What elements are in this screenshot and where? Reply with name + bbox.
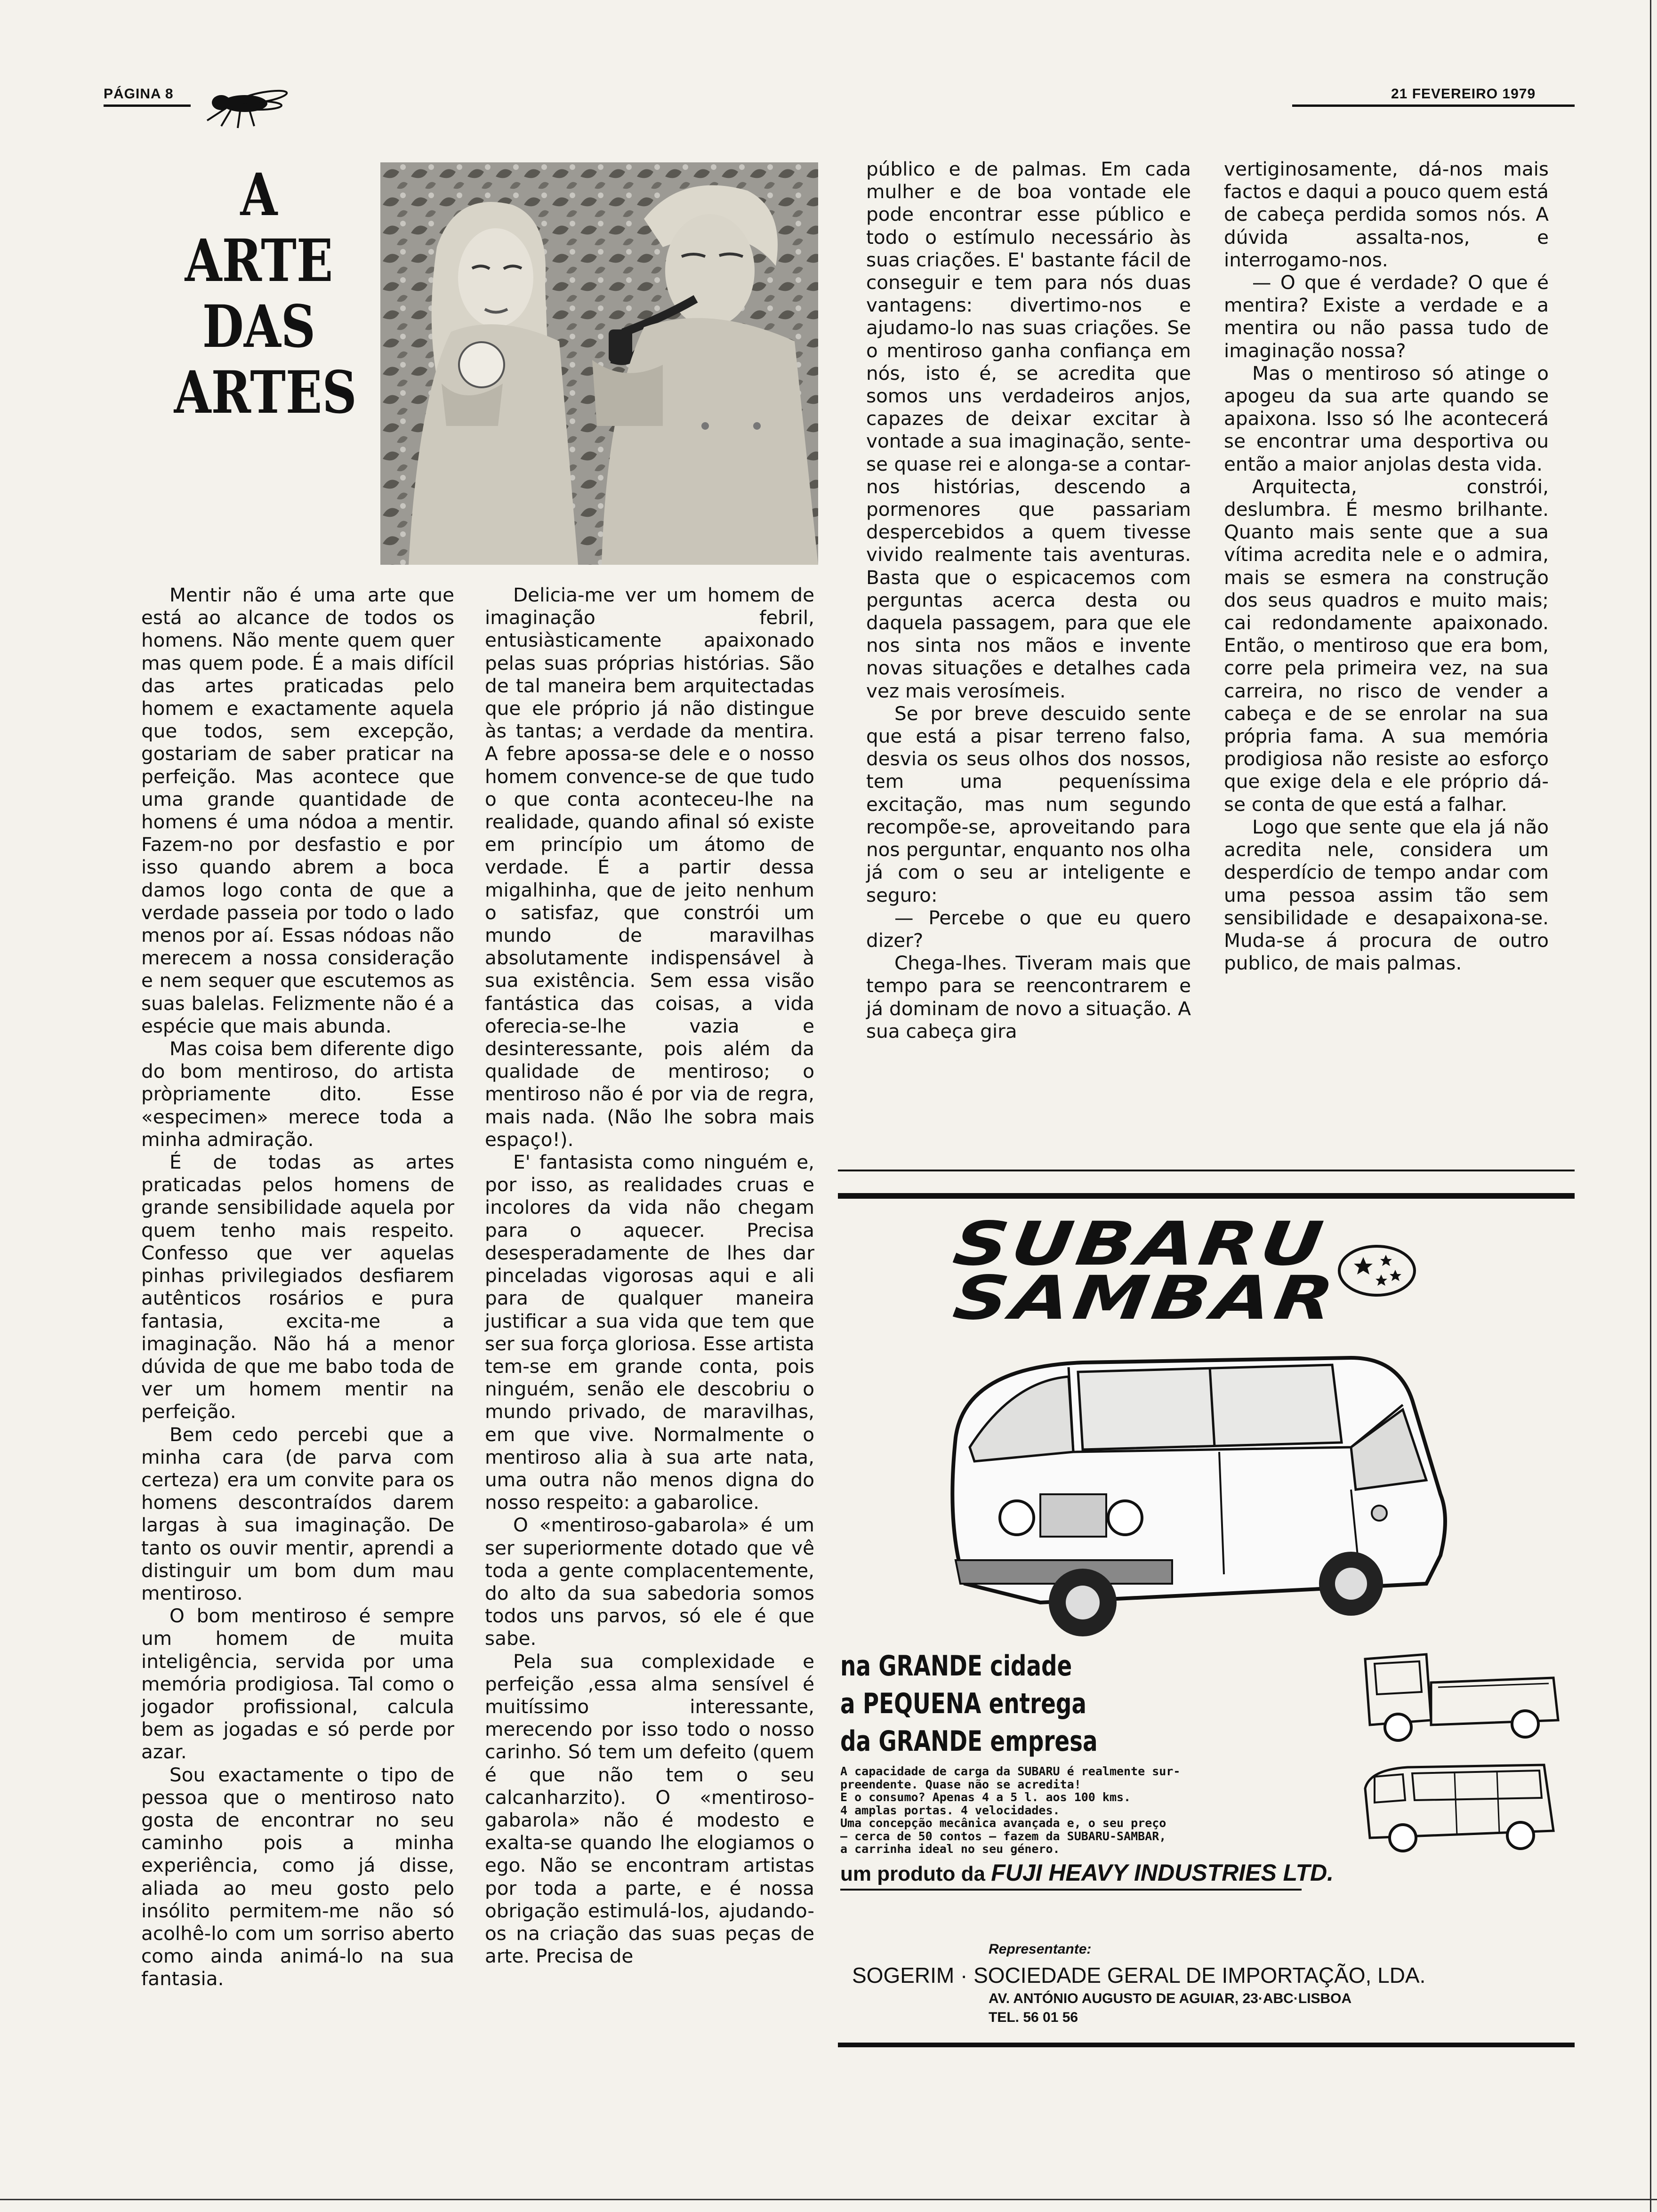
maker-underline xyxy=(840,1889,1302,1891)
maker-name: FUJI HEAVY INDUSTRIES LTD. xyxy=(991,1859,1334,1886)
spec-line: E o consumo? Apenas 4 a 5 l. aos 100 kms. xyxy=(840,1790,1131,1804)
paragraph: Arquitecta, constrói, deslumbra. É mesmo brilhante. Quanto mais sente que a sua vítima acredita nele e o admira, mais se esmera na construção dos seus quadros e muito mais; cai redondamente apaixonado. Então, o mentiroso que era bom, corre pela primeira vez, na sua carreira, no risco de vender a cabeça e de se enrolar na sua própria fama. A sua memória prodigiosa não resiste ao esforço que exige dela e ele próprio dá-se conta de que está a falhar. xyxy=(1224,475,1549,816)
title-line: A xyxy=(240,161,278,229)
rep-company: SOGERIM · SOCIEDADE GERAL DE IMPORTAÇÃO, LDA. xyxy=(852,1963,1426,1988)
paragraph: O bom mentiroso é sempre um homem de muita inteligência, servida por uma memória prodigiosa. Tal como o jogador profissional, calcula bem as jogadas e só perde por azar. xyxy=(141,1604,454,1763)
model-name: SAMBAR xyxy=(949,1263,1342,1333)
ad-spec-text xyxy=(840,1765,1349,1856)
article-column-4 xyxy=(1224,158,1549,974)
paragraph: Mas coisa bem diferente digo do bom mentiroso, do artista pròpriamente dito. Esse «especimen» merece toda a minha admiração. xyxy=(141,1037,454,1151)
spec-line: A capacidade de carga da SUBARU é realmente sur- xyxy=(840,1764,1181,1778)
paragraph: Mentir não é uma arte que está ao alcance de todos os homens. Não mente quem quer mas quem pode. É a mais difícil das artes praticadas pelo homem e exactamente aquela que todos, sem excepção, gostariam de saber praticar na perfeição. Mas acontece que uma grande quantidade de homens é uma nódoa a mentir. Fazem-no por desfastio e por isso quando abrem a boca damos logo conta de que a verdade passeia por todo o lado menos por aí. Essas nódoas não merecem a nossa consideração e nem sequer que escutemos as suas balelas. Felizmente não é a espécie que mais abunda. xyxy=(141,584,454,1037)
paragraph: Se por breve descuido sente que está a pisar terreno falso, desvia os seus olhos dos nossos, tem uma pequeníssima excitação, mas num segundo recompõe-se, aproveitando para nos perguntar, enquanto nos olha já com o seu ar inteligente e seguro: xyxy=(866,702,1191,906)
page-label: PÁGINA 8 xyxy=(104,86,174,102)
paragraph: Bem cedo percebi que a minha cara (de parva com certeza) era um convite para os homens descontraídos darem largas à sua imaginação. De tanto os ouvir mentir, aprendi a distinguir um bom dum mau mentiroso. xyxy=(141,1423,454,1604)
maker-line xyxy=(840,1859,1334,1886)
paragraph: Pela sua complexidade e perfeição ,essa alma sensível é muitíssimo interessante, merecendo por isso todo o nosso carinho. Só tem um defeito (quem é que não tem o seu calcanharzito). O «mentiroso-gabarola» não é modesto e exalta-se quando lhe elogiamos o ego. Não se encontram artistas por toda a parte, e é nossa obrigação estimulá-los, ajudando-os na criação das suas peças de arte. Precisa de xyxy=(485,1650,814,1968)
paragraph: público e de palmas. Em cada mulher e de boa vontade ele pode encontrar esse público e todo o estímulo necessário às suas criações. E' bastante fácil de conseguir e tem para nós duas vantagens: divertimo-nos e ajudamo-lo nas suas criações. Se o mentiroso ganha confiança em nós, isto é, se acredita que somos uns verdadeiros anjos, capazes de deixar excitar à vontade a sua imaginação, sente-se quase rei e alonga-se a contar-nos histórias, descendo a pormenores que passariam despercebidos a quem tivesse vivido realmente tais aventuras. Basta que o espicacemos com perguntas acerca desta ou daquela passagem, para que ele nos sinta nos mãos e invente novas situações e detalhes cada vez mais verosímeis. xyxy=(866,158,1191,702)
article-column-3 xyxy=(866,158,1191,1042)
slogan-line: na GRANDE cidade xyxy=(840,1650,1072,1683)
small-van-illustration xyxy=(1356,1760,1563,1859)
page-right-rule xyxy=(1650,0,1651,2212)
paragraph: Sou exactamente o tipo de pessoa que o mentiroso nato gosta de encontrar no seu caminho pois a minha experiência, como já disse, aliada ao meu gosto pelo insólito permitem-me não só acolhê-lo com um sorriso aberto como ainda animá-lo na sua fantasia. xyxy=(141,1763,454,1990)
fly-icon xyxy=(193,79,292,131)
maker-prefix: um produto da xyxy=(840,1862,985,1885)
ad-top-rule-thick xyxy=(838,1193,1575,1199)
paragraph: — O que é verdade? O que é mentira? Existe a verdade e a mentira ou não passa tudo de imaginação nossa? xyxy=(1224,271,1549,362)
rep-address: AV. ANTÓNIO AUGUSTO DE AGUIAR, 23·ABC·LISBOA xyxy=(989,1991,1352,2006)
rep-label: Representante: xyxy=(989,1941,1092,1957)
spec-line: preendente. Quase não se acredita! xyxy=(840,1777,1081,1791)
article-column-1 xyxy=(141,584,454,1990)
title-line: DAS xyxy=(202,293,316,361)
couple-photo-illustration xyxy=(380,162,818,565)
paragraph: Chega-lhes. Tiveram mais que tempo para se reencontrarem e já dominam de novo a situação. A sua cabeça gira xyxy=(866,952,1191,1042)
spec-line: — cerca de 50 contos — fazem da SUBARU-SAMBAR, xyxy=(840,1829,1166,1843)
slogan-line: a PEQUENA entrega xyxy=(840,1687,1086,1720)
header-rule-right xyxy=(1292,104,1575,107)
title-line: ARTE xyxy=(185,227,333,295)
paragraph: Delicia-me ver um homem de imaginação febril, entusiàsticamente apaixonado pelas suas próprias histórias. São de tal maneira bem arquitectadas que ele próprio já não distingue às tantas; a verdade da mentira. A febre apossa-se dele e o nosso homem convence-se de que tudo o que conta aconteceu-lhe na realidade, quando afinal só existe em princípio um átomo de verdade. É a partir dessa migalhinha, que de jeito nenhum o satisfaz, que constrói um mundo de maravilhas absolutamente indispensável à sua existência. Sem essa visão fantástica das coisas, a vida oferecia-se-lhe vazia e desinteressante, pois além da qualidade de mentiroso; o mentiroso não é por via de regra, mais nada. (Não lhe sobra mais espaço!). xyxy=(485,584,814,1151)
paragraph: Logo que sente que ela já não acredita nele, considera um desperdício de tempo andar com uma pessoa assim tão sem sensibilidade e desapaixona-se. Muda-se á procura de outro publico, de mais palmas. xyxy=(1224,815,1549,975)
rep-tel: TEL. 56 01 56 xyxy=(989,2010,1078,2025)
spec-line: a carrinha ideal no seu género. xyxy=(840,1842,1060,1856)
brand-name: SUBARU xyxy=(949,1209,1331,1279)
ad-top-rule xyxy=(838,1170,1575,1171)
article-title xyxy=(174,161,357,427)
page-bottom-rule xyxy=(0,2199,1657,2200)
title-line: ARTES xyxy=(174,359,357,427)
spec-line: Uma concepção mecânica avançada e, o seu preço xyxy=(840,1816,1166,1830)
paragraph: Mas o mentiroso só atinge o apogeu da sua arte quando se apaixona. Isso só lhe acontecerá se encontrar uma desportiva ou então a maior anjolas desta vida. xyxy=(1224,361,1549,475)
subaru-advertisement xyxy=(838,1170,1575,2073)
paragraph: O «mentiroso-gabarola» é um ser superiormente dotado que vê toda a gente complacentemente, do alto da sua sabedoria somos todos uns parvos, só ele é que sabe. xyxy=(485,1514,814,1650)
header-rule-left xyxy=(104,104,191,107)
paragraph: É de todas as artes praticadas pelos homens de grande sensibilidade aquela por quem tenho mais respeito. Confesso que ver aquelas pinhas privilegiados desfiarem autênticos rosários e pura fantasia, excita-me a imaginação. Não há a menor dúvida de que me babo toda de ver um homem mentir na perfeição. xyxy=(141,1151,454,1423)
article-column-2 xyxy=(485,584,814,1967)
pickup-illustration xyxy=(1356,1640,1563,1748)
paragraph: — Percebe o que eu quero dizer? xyxy=(866,906,1191,952)
paragraph: vertiginosamente, dá-nos mais factos e daqui a pouco quem está de cabeça perdida somos nós. A dúvida assalta-nos, e interrogamo-nos. xyxy=(1224,158,1549,271)
subaru-star-logo xyxy=(1332,1235,1422,1306)
spec-line: 4 amplas portas. 4 velocidades. xyxy=(840,1803,1060,1817)
article-photo xyxy=(380,162,818,565)
paragraph: E' fantasista como ninguém e, por isso, as realidades cruas e incolores da vida não chegam para o aquecer. Precisa desesperadamente de lhes dar pinceladas vigorosas aqui e ali para de qualquer maneira justificar a sua vida que tem que ser sua força gloriosa. Esse artista tem-se em grande conta, pois ninguém, senão ele descobriu o mundo privado, de maravilhas, em que vive. Normalmente o mentiroso alia à sua arte nata, uma outra não menos digna do nosso respeito: a gabarolice. xyxy=(485,1151,814,1514)
slogan-line: da GRANDE empresa xyxy=(840,1725,1098,1758)
issue-date: 21 FEVEREIRO 1979 xyxy=(1391,86,1536,102)
slogan xyxy=(840,1647,1098,1760)
van-illustration xyxy=(927,1339,1502,1645)
ad-bottom-rule xyxy=(838,2043,1575,2047)
